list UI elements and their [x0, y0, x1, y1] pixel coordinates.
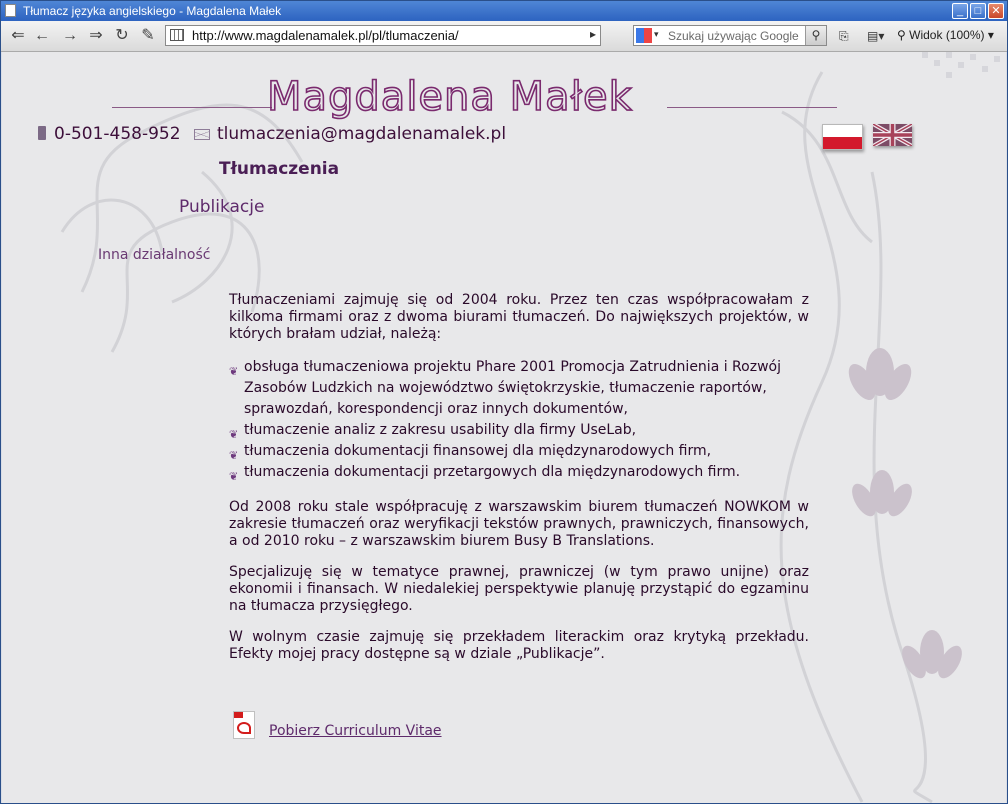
- phone-icon: [38, 126, 46, 140]
- title-bar: [1, 1, 1007, 21]
- projects-list: [229, 357, 809, 483]
- zoom-icon: ⚲: [897, 28, 906, 42]
- main-article: [229, 292, 809, 677]
- page-icon: [170, 29, 184, 41]
- phone-number: 0-501-458-952: [54, 124, 181, 144]
- bullet-icon: ❦: [229, 428, 239, 441]
- pdf-icon[interactable]: [233, 711, 255, 739]
- nowkom-paragraph: Od 2008 roku stale współpracuję z warszawskim biurem tłumaczeń NOWKOM w zakresie tłumaczeń oraz weryfikacji tekstów prawnych, prawniczych, finansowych, a od 2010 roku – z warszawskim biurem Busy B Translations.: [229, 499, 809, 549]
- list-item: ❦ obsługa tłumaczeniowa projektu Phare 2001 Promocja Zatrudnienia i Rozwój Zasobów Ludzkich na województwo świętokrzyskie, tłumaczenie raportów, sprawozdań, korespondencji oraz innych dokumentów,: [229, 359, 781, 417]
- page-content: [2, 52, 1006, 803]
- page-icon: [5, 4, 16, 17]
- logo-underline: [112, 107, 272, 108]
- bullet-icon: ❦: [229, 449, 239, 462]
- site-logo[interactable]: Magdalena Małek: [267, 74, 633, 120]
- tools-menu-icon[interactable]: ▤▾: [867, 29, 885, 43]
- specialization-paragraph: Specjalizuję się w tematyce prawnej, prawniczej (w tym prawo unijne) oraz ekonomii i finansach. W niedalekiej perspektywie planuję przystąpić do egzaminu na tłumacza przysięgłego.: [229, 564, 809, 614]
- url-text[interactable]: http://www.magdalenamalek.pl/pl/tlumaczenia/: [192, 28, 459, 43]
- list-item: ❦ tłumaczenia dokumentacji przetargowych dla międzynarodowych firm.: [229, 462, 809, 483]
- address-bar[interactable]: [165, 25, 601, 46]
- back-icon[interactable]: ←: [34, 27, 50, 44]
- search-box[interactable]: [633, 25, 827, 46]
- list-item: ❦ tłumaczenie analiz z zakresu usability dla firmy UseLab,: [229, 420, 809, 441]
- zoom-label: Widok (100%): [909, 28, 985, 42]
- search-input[interactable]: Szukaj używając Google: [668, 29, 799, 43]
- reload-icon[interactable]: ↻: [115, 27, 129, 44]
- nav-publications[interactable]: Publikacje: [179, 197, 265, 217]
- google-icon[interactable]: [636, 28, 652, 43]
- page-menu-icon[interactable]: ⎘: [839, 29, 849, 43]
- list-item: ❦ tłumaczenia dokumentacji finansowej dla międzynarodowych firm,: [229, 441, 809, 462]
- minimize-button[interactable]: _: [952, 3, 968, 19]
- english-flag-icon[interactable]: [873, 124, 912, 146]
- window-title: Tłumacz języka angielskiego - Magdalena Małek: [23, 4, 282, 18]
- back-dropdown-icon[interactable]: ⇐: [11, 27, 25, 44]
- edit-icon[interactable]: ✎: [141, 27, 155, 44]
- search-engine-dropdown-icon[interactable]: ▾: [654, 29, 659, 39]
- close-button[interactable]: ✕: [988, 3, 1004, 19]
- cv-download-link[interactable]: Pobierz Curriculum Vitae: [269, 723, 442, 739]
- url-dropdown-icon[interactable]: ▸: [589, 27, 596, 41]
- maximize-button[interactable]: □: [970, 3, 986, 19]
- nav-translations[interactable]: Tłumaczenia: [219, 159, 340, 179]
- search-button[interactable]: ⚲: [805, 26, 826, 45]
- browser-toolbar: [1, 21, 1007, 52]
- email-address[interactable]: tlumaczenia@magdalenamalek.pl: [217, 124, 507, 144]
- logo-underline: [667, 107, 837, 108]
- mail-icon: [194, 129, 210, 140]
- forward-dropdown-icon[interactable]: ⇒: [89, 27, 103, 44]
- bullet-icon: ❦: [229, 470, 239, 483]
- intro-paragraph: Tłumaczeniami zajmuję się od 2004 roku. Przez ten czas współpracowałam z kilkoma firmami oraz z dwoma biurami tłumaczeń. Do największych projektów, w których brałam udział, należą:: [229, 292, 809, 342]
- forward-icon[interactable]: →: [62, 27, 78, 44]
- polish-flag-icon[interactable]: [822, 124, 863, 150]
- bullet-icon: ❦: [229, 365, 239, 378]
- zoom-control[interactable]: ⚲ Widok (100%) ▾: [897, 28, 994, 42]
- nav-other-activities[interactable]: Inna działalność: [98, 247, 211, 263]
- free-time-paragraph: W wolnym czasie zajmuję się przekładem literackim oraz krytyką przekładu. Efekty mojej pracy dostępne są w dziale „Publikacje”.: [229, 629, 809, 662]
